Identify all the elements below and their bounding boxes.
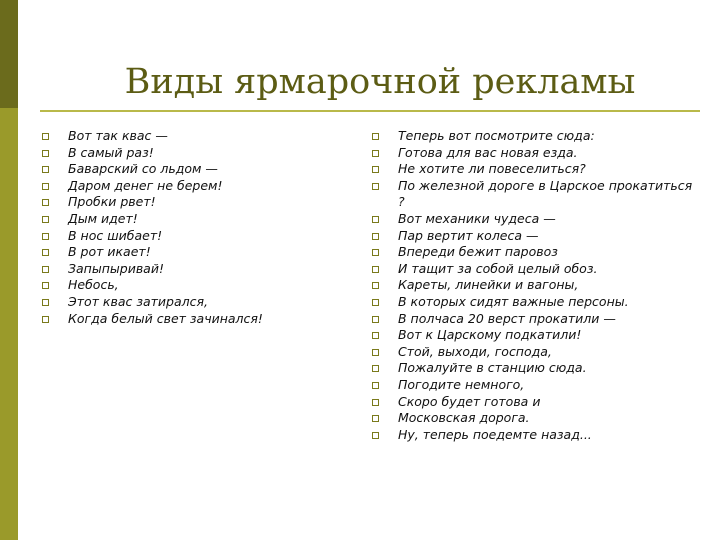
list-item-text: Не хотите ли повеселиться?: [398, 161, 586, 177]
square-bullet-icon: [372, 166, 379, 173]
square-bullet-icon: [372, 249, 379, 256]
square-bullet-icon: [42, 166, 49, 173]
square-bullet-icon: [372, 365, 379, 372]
list-item-text: Ну, теперь поедемте назад...: [398, 426, 592, 442]
square-bullet-icon: [372, 183, 379, 190]
list-item: [42, 178, 342, 195]
square-bullet-icon: [42, 316, 49, 323]
list-item: [372, 228, 702, 245]
list-item: [42, 161, 342, 178]
list-item: [372, 360, 702, 377]
square-bullet-icon: [372, 332, 379, 339]
list-item-text: Даром денег не берем!: [68, 177, 223, 193]
list-item-text: Пар вертит колеса —: [398, 227, 539, 243]
list-item: [372, 311, 702, 328]
square-bullet-icon: [42, 233, 49, 240]
square-bullet-icon: [42, 133, 49, 140]
slide-title: Виды ярмарочной рекламы: [124, 62, 636, 102]
list-item: [42, 261, 342, 278]
square-bullet-icon: [42, 282, 49, 289]
list-item-text: Пожалуйте в станцию сюда.: [398, 360, 587, 376]
list-item: [372, 178, 702, 211]
square-bullet-icon: [42, 249, 49, 256]
square-bullet-icon: [372, 266, 379, 273]
list-item-text: В рот икает!: [68, 244, 151, 260]
list-item-text: Впереди бежит паровоз: [398, 244, 558, 260]
title-divider: [40, 110, 700, 112]
list-item: [372, 145, 702, 162]
list-item: [42, 244, 342, 261]
square-bullet-icon: [372, 415, 379, 422]
list-item: [372, 394, 702, 411]
list-item: [372, 427, 702, 444]
list-item-text: Запыпыривай!: [68, 260, 164, 276]
list-item-text: В которых сидят важные персоны.: [398, 293, 629, 309]
list-item-text: Готова для вас новая езда.: [398, 144, 578, 160]
list-item: [372, 377, 702, 394]
list-item: [372, 161, 702, 178]
list-item: [372, 344, 702, 361]
square-bullet-icon: [372, 133, 379, 140]
list-item: [42, 277, 342, 294]
list-item: [42, 145, 342, 162]
square-bullet-icon: [42, 150, 49, 157]
square-bullet-icon: [372, 432, 379, 439]
accent-bar-bottom: [0, 108, 18, 540]
list-item-text: Когда белый свет зачинался!: [68, 310, 263, 326]
list-item-text: Вот к Царскому подкатили!: [398, 327, 582, 343]
list-item-text: Небось,: [68, 277, 119, 293]
list-item-text: В самый раз!: [68, 144, 154, 160]
list-item-text: Пробки рвет!: [68, 194, 156, 210]
list-item-text: По железной дороге в Царское прокатиться ?: [398, 177, 693, 210]
list-item-text: Баварский со льдом —: [68, 161, 218, 177]
right-column-list: [372, 128, 702, 443]
list-item: [42, 311, 342, 328]
square-bullet-icon: [42, 299, 49, 306]
square-bullet-icon: [372, 382, 379, 389]
square-bullet-icon: [372, 282, 379, 289]
list-item-text: Московская дорога.: [398, 410, 530, 426]
square-bullet-icon: [42, 216, 49, 223]
accent-bar-top: [0, 0, 18, 108]
left-column-list: [42, 128, 342, 327]
list-item: [42, 228, 342, 245]
list-item-text: Дым идет!: [68, 210, 138, 226]
list-item-text: Вот механики чудеса —: [398, 210, 556, 226]
list-item-text: Погодите немного,: [398, 376, 525, 392]
list-item-text: В полчаса 20 верст прокатили —: [398, 310, 616, 326]
square-bullet-icon: [372, 150, 379, 157]
square-bullet-icon: [372, 349, 379, 356]
list-item-text: Скоро будет готова и: [398, 393, 541, 409]
list-item: [42, 294, 342, 311]
list-item-text: В нос шибает!: [68, 227, 163, 243]
list-item: [372, 128, 702, 145]
list-item-text: Этот квас затирался,: [68, 293, 208, 309]
list-item: [372, 294, 702, 311]
list-item: [372, 327, 702, 344]
list-item: [372, 211, 702, 228]
square-bullet-icon: [42, 183, 49, 190]
list-item-text: Вот так квас —: [68, 128, 168, 143]
list-item: [372, 261, 702, 278]
list-item: [372, 410, 702, 427]
list-item-text: Теперь вот посмотрите сюда:: [398, 128, 595, 143]
list-item: [42, 211, 342, 228]
list-item: [372, 244, 702, 261]
square-bullet-icon: [372, 316, 379, 323]
list-item-text: Стой, выходи, господа,: [398, 343, 552, 359]
square-bullet-icon: [372, 233, 379, 240]
square-bullet-icon: [42, 266, 49, 273]
square-bullet-icon: [372, 399, 379, 406]
list-item-text: И тащит за собой целый обоз.: [398, 260, 598, 276]
list-item: [42, 194, 342, 211]
square-bullet-icon: [372, 299, 379, 306]
list-item-text: Кареты, линейки и вагоны,: [398, 277, 579, 293]
list-item: [372, 277, 702, 294]
square-bullet-icon: [42, 199, 49, 206]
list-item: [42, 128, 342, 145]
square-bullet-icon: [372, 216, 379, 223]
